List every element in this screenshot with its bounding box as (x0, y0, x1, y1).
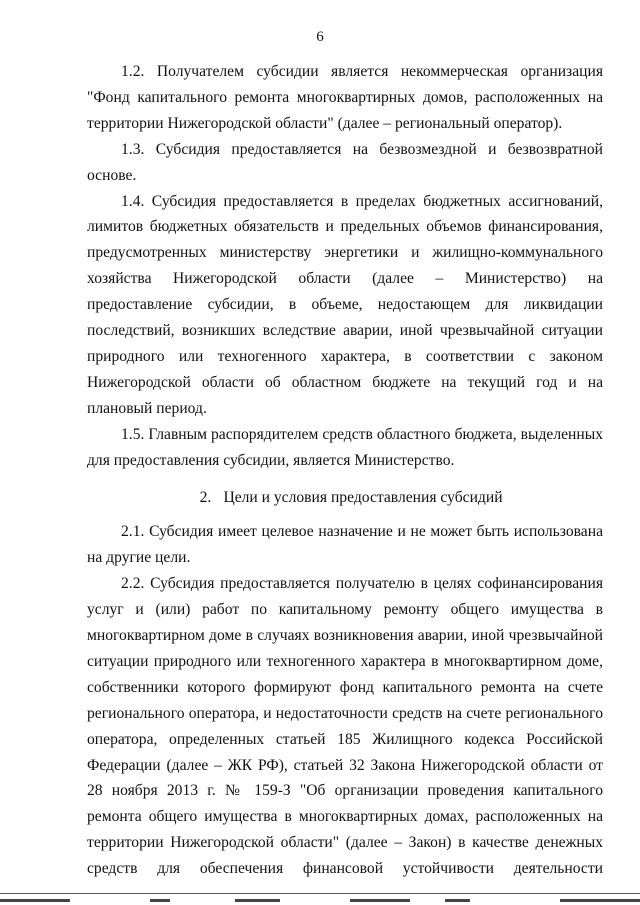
section-title: Цели и условия предоставления субсидий (223, 488, 503, 506)
scan-edge-marks (0, 899, 640, 905)
paragraph-1-3: 1.3. Субсидия предоставляется на безвозмездной и безвозвратной основе. (87, 140, 603, 184)
paragraph-2-2: 2.2. Субсидия предоставляется получателю в целях софинансирования услуг и (или) работ по капитальному ремонту общего имущества в многоквартирном доме в случаях возникновения аварии, иной чрезвычайной ситуации природного или техногенного характера в многоквартирном доме, собственники которого формируют фонд капитального ремонта на счете регионального оператора, и недостаточности средств на счете регионального оператора, определенных статьей 185 Жилищного кодекса Российской Федерации (далее – ЖК РФ), статьей 32 Закона Нижегородской области от 28 ноября 2013 г. № 159-З "Об организации проведения капитального ремонта общего имущества в многоквартирных домах, расположенных на территории Нижегородской области" (далее – Закон) в качестве денежных средств для обеспечения финансовой устойчивости деятельности (87, 575, 603, 878)
section-heading (87, 485, 603, 511)
paragraph-1-2: 1.2. Получателем субсидии является некоммерческая организация "Фонд капитального ремонта многоквартирных домов, расположенных на территории Нижегородской области" (далее – региональный оператор). (87, 63, 603, 132)
section-number: 2. (199, 488, 212, 506)
paragraph-2-1: 2.1. Субсидия имеет целевое назначение и не может быть использована на другие цели. (87, 523, 603, 567)
document-body (87, 59, 603, 882)
scan-edge-line (0, 893, 640, 894)
page-number: 6 (316, 29, 324, 45)
paragraph-1-5: 1.5. Главным распорядителем средств областного бюджета, выделенных для предоставления субсидии, является Министерство. (87, 425, 603, 469)
paragraph-1-4: 1.4. Субсидия предоставляется в пределах бюджетных ассигнований, лимитов бюджетных обязательств и предельных объемов финансирования, предусмотренных министерству энергетики и жилищно-коммунального хозяйства Нижегородской области (далее – Министерство) на предоставление субсидии, в объеме, недостающем для ликвидации последствий, возникших вследствие аварии, иной чрезвычайной ситуации природного или техногенного характера, в соответствии с законом Нижегородской области об областном бюджете на текущий год и на плановый период. (87, 192, 603, 417)
